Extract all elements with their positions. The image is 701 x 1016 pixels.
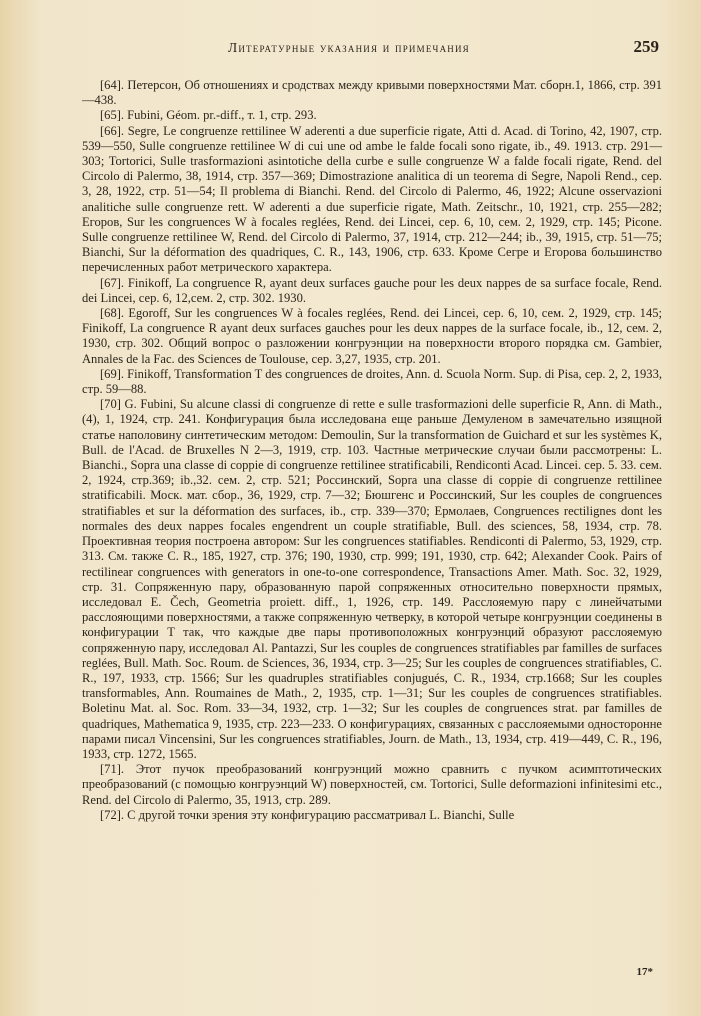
printer-signature: 17* xyxy=(636,966,653,978)
note-70: [70] G. Fubini, Su alcune classi di congruenze di rette e sulle trasformazioni delle superficie R, Ann. di Math., (4), 1, 1924, стр. 241. Конфигурация была исследована еще раньше Демуленом в замечательно изящной статье наполовину синтетическим методом: Demoulin, Sur la transformation de Guichard et sur les systèmes K, Bull. de l'Acad. de Bruxelles N 2—3, 1919, стр. 103. Частные метрические случаи были рассмотрены: L. Bianchi., Sopra una classe di coppie di congruenze rettilinee stratificabili, Rendiconti Acad. Lincei. сер. 5. 33. сем. 2, 1924, стр.369; ib.,32. сем. 2, стр. 521; Россинский, Sopra una classe di coppie di congruenze rettilinee stratificabili. Моск. мат. сбор., 36, 1929, стр. 7—32; Бюшгенс и Россинский, Sur les couples de congruences stratifiables et sur la déformation des surfaces, ib., стр. 339—370; Ермолаев, Congruences rectilignes dont les normales des deux nappes focales engendrent un couple stratifiable, Bull. des sciences, 58, 1934, стр. 78. Проективная теория построена автором: Sur les congruences statifiables. Rendiconti di Palermo, 53, 1929, стр. 313. См. также C. R., 185, 1927, стр. 376; 190, 1930, стр. 999; 191, 1930, стр. 642; Alexander Cook. Pairs of rectilinear congruences with generators in one-to-one correspondence, Transactions Amer. Math. Soc. 32, 1929, стр. 31. Сопряженную пару, образованную парой сопряженных относительно поверхности прямых, исследовал E. Čech, Geometria proiett. diff., 1, 1926, стр. 149. Расслояемую пару с линейчатыми расслояющими поверхностями, а также сопряженную четверку, в которой четыре конгруэнции соединены в конфигурации T так, что каждые две пары противоположных конгруэнций образуют расслояемую сопряженную пару, исследовал Al. Pantazzi, Sur les couples de congruences stratifiables par familles de surfaces reglées, Bull. Math. Soc. Roum. de Sciences, 36, 1934, стр. 3—25; Sur les couples de congruences stratifiables, C. R., 197, 1933, стр. 1566; Sur les quadruples stratifiables conjugués, C. R., 1934, стр.1668; Sur les couples transformables, Ann. Roumaines de Math., 2, 1935, стр. 1—31; Sur les couples de congruences stratifiables. Boletinu Mat. al. Soc. Rom. 33—34, 1932, стр. 1—32; Sur les couples de congruences strat. par familles de quadriques, Mathematica 9, 1935, стр. 223—233. О конфигурациях, связанных с расслояемыми односторонне парами писал Vincensini, Sur les congruences stratifiables, Journ. de Math., 13, 1934, стр. 419—449, C. R., 196, 1933, стр. 1272, 1565. xyxy=(82,397,662,761)
note-72: [72]. С другой точки зрения эту конфигурацию рассматривал L. Bianchi, Sulle xyxy=(100,807,515,822)
note-71: [71]. Этот пучок преобразований конгруэнций можно сравнить с пучком асимптотических преобразований (с помощью конгруэнций W) поверхностей, см. Tortorici, Sulle deformazioni infinitesimi etc., Rend. del Circolo di Palermo, 35, 1913, стр. 289. xyxy=(82,762,662,807)
note-67: [67]. Finikoff, La congruence R, ayant deux surfaces gauche pour les deux nappes de sa surface focale, Rend. dei Lincei, сер. 6, 12,сем. 2, стр. 302. 1930. xyxy=(82,275,662,305)
note-65: [65]. Fubini, Géom. pr.-diff., т. 1, стр. 293. xyxy=(100,108,317,123)
page-number: 259 xyxy=(633,37,659,56)
running-title: Литературные указания и примечания xyxy=(228,40,470,55)
note-66: [66]. Segre, Le congruenze rettilinee W aderenti a due superficie rigate, Atti d. Acad. di Torino, 42, 1907, стр. 539—550, Sulle congruenze rettilinee W di cui une od ambe le falde focali sono rigate, ib., 49. 1913. стр. 291—303; Tortorici, Sulle trasformazioni asintotiche della curbe e sulle congruenze W a falde focali rigate, Rend. del Circolo di Palermo, 38, 1914, стр. 357—369; Dimostrazione analitica di un teorema di Segre, Napoli Rend., сер. 3, 28, 1922, стр. 51—54; Il problema di Bianchi. Rend. del Circolo di Palermo, 46, 1922; Alcune osservazioni analitiche sulle congruenze rett. W aderenti a due superficie rigate, Math. Zeitschr., 10, 1921, стр. 255—282; Егоров, Sur les congruences W à focales reglées, Rend. dei Lincei, сер. 6, 10, сем. 2, 1929, стр. 145; Picone. Sulle congruenze rettilinee W, Rend. del Circolo di Palermo, 37, 1914, стр. 212—244; ib., 39, 1915, стр. 51—75; Bianchi, Sur la déformation des quadriques, C. R., 143, 1906, стр. 633. Кроме Сегре и Егорова большинство перечисленных работ метрического характера. xyxy=(82,123,662,275)
note-68: [68]. Egoroff, Sur les congruences W à focales reglées, Rend. dei Lincei, сер. 6, 10, сем. 2, 1929, стр. 145; Finikoff, La congruence R ayant deux surfaces gauches pour les deux nappes de la surface focale, ib., 12, сем. 2, 1930, стр. 302. Общий вопрос о разложении конгруэнции на поверхности второго порядка см. Gambier, Annales de la Fac. des Sciences de Toulouse, сер. 3,27, 1935, стр. 201. xyxy=(82,306,662,366)
note-64: [64]. Петерсон, Об отношениях и сродствах между кривыми поверхностями Мат. сборн.1, 1866, стр. 391—438. xyxy=(82,78,662,108)
running-head xyxy=(0,37,701,64)
notes-body xyxy=(82,78,662,823)
note-69: [69]. Finikoff, Transformation T des congruences de droites, Ann. d. Scuola Norm. Sup. di Pisa, сер. 2, 2, 1933, стр. 59—88. xyxy=(82,366,662,397)
